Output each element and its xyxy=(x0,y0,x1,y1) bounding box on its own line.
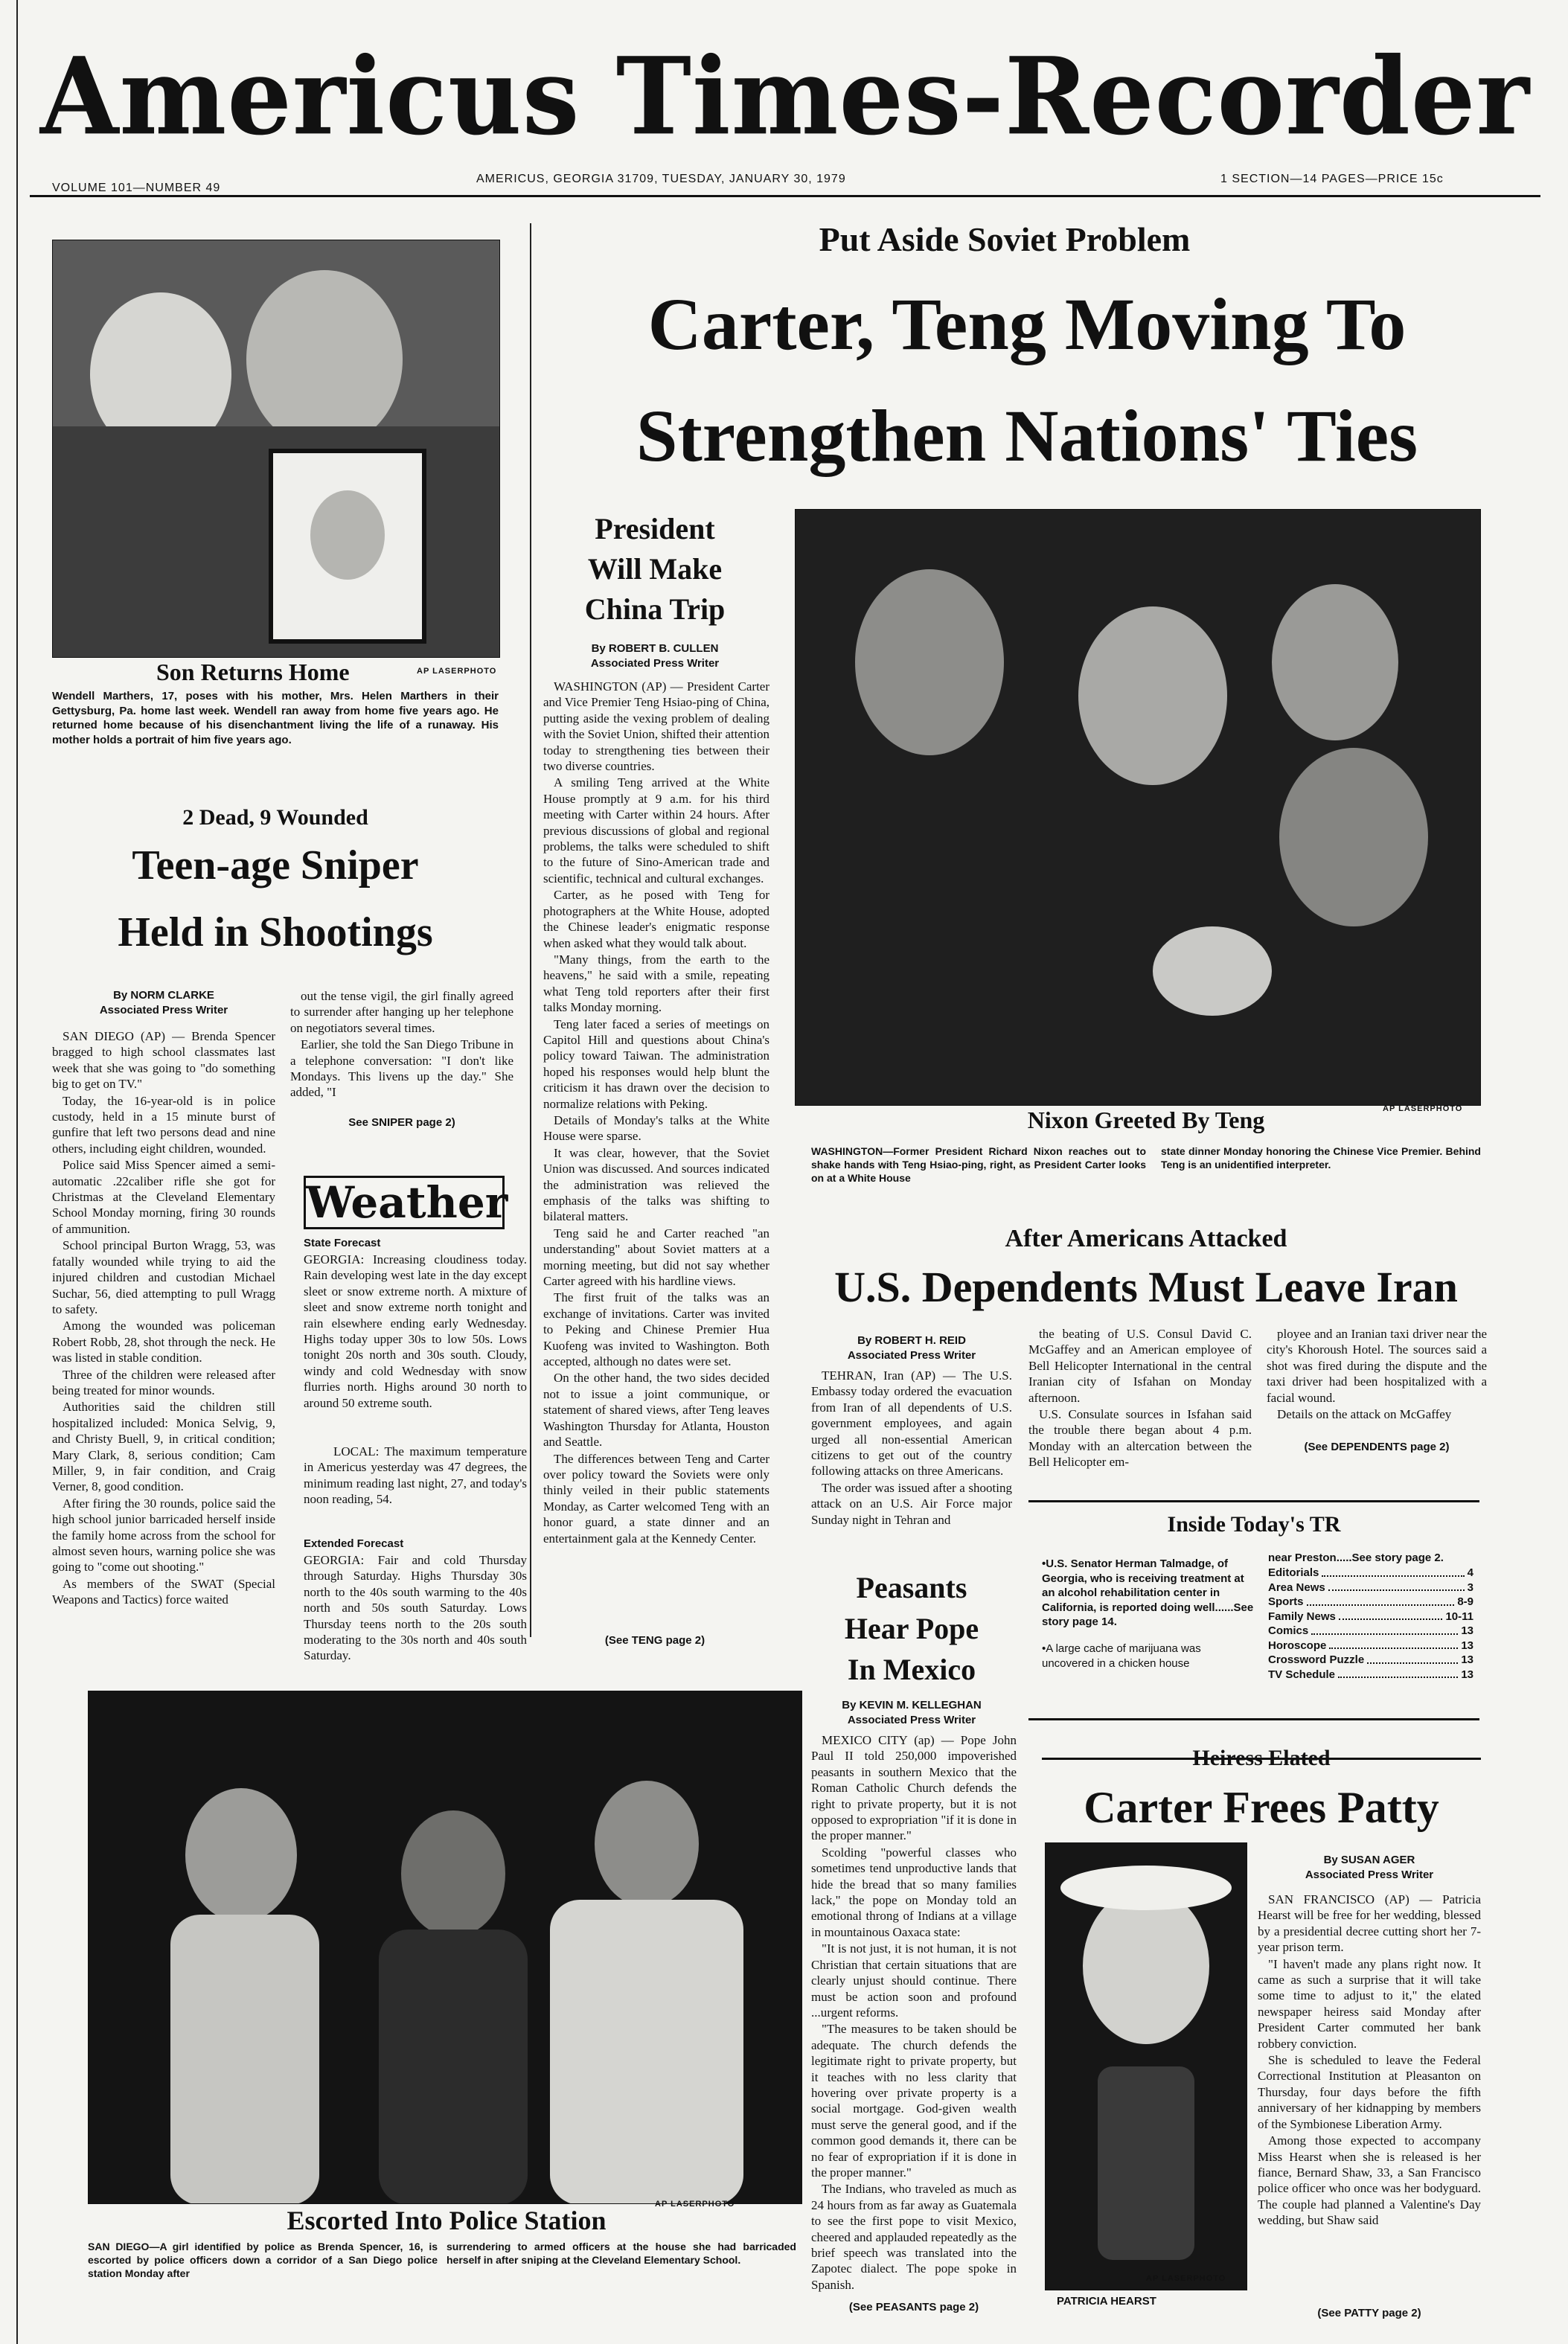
lead-para: WASHINGTON (AP) — President Carter and Vice Premier Teng Hsiao-ping of China, putting aside the vexing problem of dealing with the Soviet Union, shifted their attention today to strengthening ties between their two diverse countries. xyxy=(543,679,769,774)
lead-byline-title: Associated Press Writer xyxy=(590,656,720,670)
lead-byline xyxy=(543,641,767,670)
index-row-label: Area News xyxy=(1268,1581,1325,1594)
lead-para: Teng said he and Carter reached "an understanding" about Soviet matters at a morning meeting, but did not say whether Carter agreed with his hardline views. xyxy=(543,1226,769,1289)
iran-para: U.S. Consulate sources in Isfahan said the trouble there began about 4 p.m. Monday with an altercation between the Bell Helicopter em- xyxy=(1028,1407,1252,1470)
index-row[interactable] xyxy=(1268,1639,1473,1653)
index-row-page: 13 xyxy=(1461,1653,1473,1666)
sniper-para: After firing the 30 rounds, police said the high school junior barricaded herself inside the family home across from the school for almost seven hours, warning police she was going to "come out shooting." xyxy=(52,1496,275,1575)
iran-byline-title: Associated Press Writer xyxy=(847,1348,976,1362)
pope-body xyxy=(811,1732,1017,2293)
index-row-page: 13 xyxy=(1461,1624,1473,1637)
patty-para: SAN FRANCISCO (AP) — Patricia Hearst will be free for her wedding, blessed by a presidential decree cutting short her 7-year prison term. xyxy=(1258,1892,1481,1955)
iran-para: the beating of U.S. Consul David C. McGaffey and an American employee of Bell Helicopter International in the central Iranian city of Isfahan on Monday afternoon. xyxy=(1028,1327,1252,1405)
patty-photo xyxy=(1045,1842,1247,2290)
son-returns-headline: Son Returns Home xyxy=(156,659,350,685)
lead-headline-2: Strengthen Nations' Ties xyxy=(636,394,1418,477)
lead-para: The first fruit of the talks was an exchange of invitations. Carter was invited to Peking and Chinese Premier Hua Kuofeng was invited to Washington. Both accepted, although no dates were set. xyxy=(543,1290,769,1369)
index-row-page: 13 xyxy=(1461,1639,1473,1652)
pope-byline xyxy=(811,1698,1012,1727)
index-row-page: 3 xyxy=(1467,1581,1473,1594)
sniper-para: Among the wounded was policeman Robert Robb, 28, shot through the neck. He was listed in stable condition. xyxy=(52,1319,275,1365)
weather-state-label: State Forecast xyxy=(304,1237,381,1249)
lead-para: A smiling Teng arrived at the White House promptly at 9 a.m. for his third meeting with Carter within 24 hours. After previous discussions of global and regional problems, the talks were scheduled to shift to the future of Sino-American trade and scientific, technical and cultural exchanges. xyxy=(543,775,769,886)
section-price: 1 SECTION—14 PAGES—PRICE 15c xyxy=(1220,173,1444,185)
index-row-label: Sports xyxy=(1268,1595,1304,1608)
sniper-para: As members of the SWAT (Special Weapons and Tactics) force waited xyxy=(52,1576,275,1607)
iran-column-2 xyxy=(1028,1326,1252,1471)
pope-jump-link[interactable]: (See PEASANTS page 2) xyxy=(848,2301,979,2313)
index-teaser-2[interactable]: •A large cache of marijuana was uncovered in a chicken house xyxy=(1042,1642,1201,1670)
police-credit: AP LASERPHOTO xyxy=(655,2200,735,2209)
lead-deck-line-2: Will Make xyxy=(587,552,723,586)
index-row-label: Horoscope xyxy=(1268,1639,1327,1652)
sniper-para: Authorities said the children still hospitalized included: Monica Selvig, 9, and Christy Buell, 9, in critical condition; Mary Clark, 8, serious condition; Cam Miller, 9, in fair condition, and Craig Verner, 8, good condition. xyxy=(52,1400,275,1494)
lead-kicker: Put Aside Soviet Problem xyxy=(819,220,1191,258)
sniper-para: SAN DIEGO (AP) — Brenda Spencer bragged to high school classmates last week that she was going to "do something big to get on TV." xyxy=(52,1029,275,1092)
iran-column-1 xyxy=(811,1368,1012,1528)
sniper-column-1 xyxy=(52,1028,275,1609)
iran-para: The order was issued after a shooting attack on an U.S. Air Force major Sunday night in Tehran and xyxy=(811,1480,1012,1527)
pope-para: "The measures to be taken should be adequate. The church defends the legitimate right to private property, but it teaches with no less clarity that hovering over private property is a social mortgage. God-given wealth must serve the general good, and if the common good demands it, there can be no fear of expropriation if it is done in the proper manner." xyxy=(811,2022,1017,2180)
weather-state-text: GEORGIA: Increasing cloudiness today. Rain developing west late in the day except sleet or snow extreme north. A mixture of sleet and snow extreme north tonight and rain elsewhere ending early Wednesday. Highs today upper 30s to low 50s. Lows tonight 20s north and 30s south. Cloudy, windy and cold Wednesday with snow flurries north. Highs around 30 north to around 50 extreme south. xyxy=(304,1252,527,1410)
police-caption-2: surrendering to armed officers at the house she had barricaded herself in after sniping at the Cleveland Elementary School. xyxy=(447,2241,796,2267)
pope-headline-line-3: In Mexico xyxy=(847,1653,976,1687)
nixon-headline: Nixon Greeted By Teng xyxy=(1027,1107,1265,1133)
sniper-para: Three of the children were released after being treated for minor wounds. xyxy=(52,1367,275,1397)
lead-jump-link[interactable]: (See TENG page 2) xyxy=(604,1634,705,1647)
nixon-credit: AP LASERPHOTO xyxy=(1383,1104,1463,1113)
lead-para: Details of Monday's talks at the White House were sparse. xyxy=(543,1112,769,1144)
sniper-byline-name: By NORM CLARKE xyxy=(113,989,214,1002)
masthead-rule xyxy=(30,195,1540,197)
sniper-para: Earlier, she told the San Diego Tribune in a telephone conversation: "I don't like Mondays. This livens up the day." She added, "I xyxy=(290,1037,513,1100)
index-teaser-1[interactable]: •U.S. Senator Herman Talmadge, of Georgia, who is receiving treatment at an alcohol rehabilitation center in California, is reported doing well......See story page 14. xyxy=(1042,1557,1254,1628)
index-row[interactable] xyxy=(1268,1581,1473,1595)
police-station-photo xyxy=(88,1691,802,2204)
pope-headline xyxy=(811,1567,1012,1691)
index-row-page: 8-9 xyxy=(1457,1595,1473,1608)
index-row[interactable] xyxy=(1268,1624,1473,1639)
sniper-jump-link[interactable]: See SNIPER page 2) xyxy=(348,1116,455,1129)
patty-byline xyxy=(1258,1853,1481,1882)
weather-local-text: LOCAL: The maximum temperature in Americus yesterday was 47 degrees, the minimum reading last night, 27, and today's noon reading, 54. xyxy=(304,1444,527,1507)
patty-headline: Carter Frees Patty xyxy=(1084,1783,1439,1832)
iran-kicker: After Americans Attacked xyxy=(1005,1225,1287,1252)
sniper-byline xyxy=(52,988,275,1017)
index-row-label: Comics xyxy=(1268,1624,1309,1637)
son-returns-caption: Wendell Marthers, 17, poses with his mother, Mrs. Helen Marthers in their Gettysburg, Pa. home last week. Wendell ran away from home five years ago. He returned home because of his disenchantment living the life of a runaway. His mother holds a portrait of him five years ago. xyxy=(52,690,499,746)
lead-body xyxy=(543,679,769,1547)
weather-box: Weather xyxy=(304,1176,505,1229)
sniper-para: out the tense vigil, the girl finally agreed to surrender after hanging up her telephone on negotiators several times. xyxy=(290,989,513,1035)
lead-para: "Many things, from the earth to the heavens," he said with a smile, repeating what Teng told reporters after their first talks Monday morning. xyxy=(543,952,769,1015)
index-row[interactable] xyxy=(1268,1653,1473,1668)
patty-body xyxy=(1258,1892,1481,2229)
lead-para: Teng later faced a series of meetings on Capitol Hill and questions about China's policy toward Taiwan. The administration hoped his responses would help blunt the criticism it has drawn over the decision to normalize relations with Peking. xyxy=(543,1016,769,1111)
patty-para: "I haven't made any plans right now. It came as such a surprise that it will take some time to adjust to it," the elated newspaper heiress said Monday after President Carter commuted her bank robbery conviction. xyxy=(1258,1956,1481,2051)
dateline: AMERICUS, GEORGIA 31709, TUESDAY, JANUARY 30, 1979 xyxy=(476,173,846,185)
nixon-teng-photo xyxy=(795,509,1481,1106)
pope-para: Scolding "powerful classes who sometimes tend unproductive lands that hide the bread that so many families lack," the pope on Monday told an emotional throng of Indians at a village in mountainous Oaxaca state: xyxy=(811,1845,1017,1939)
patty-photo-credit: AP LASERPHOTO xyxy=(1146,2274,1226,2283)
index-row[interactable] xyxy=(1268,1595,1473,1610)
pope-para: The Indians, who traveled as much as 24 hours from as far away as Guatemala to see the first pope to visit Mexico, cheered and applauded repeatedly as the brief speech was translated into the Zapotec dialect. The pope spoke in Spanish. xyxy=(811,2182,1017,2292)
pope-byline-title: Associated Press Writer xyxy=(847,1713,976,1726)
iran-byline-name: By ROBERT H. REID xyxy=(857,1334,966,1347)
patty-photo-name: PATRICIA HEARST xyxy=(1057,2295,1156,2308)
index-row-label: TV Schedule xyxy=(1268,1668,1336,1681)
patty-para: She is scheduled to leave the Federal Correctional Institution at Pleasanton on Thursday, four days before the fifth anniversary of her kidnapping by members of the Symbionese Liberation Army. xyxy=(1258,2053,1481,2131)
column-rule xyxy=(530,223,531,1637)
index-row-label: Crossword Puzzle xyxy=(1268,1653,1365,1666)
pope-para: MEXICO CITY (ap) — Pope John Paul II told 250,000 impoverished peasants in southern Mexico that the Roman Catholic Church defends the right to private property, but it is not opposed to expropriation "if it is done in the proper manner." xyxy=(811,1733,1017,1843)
sniper-byline-title: Associated Press Writer xyxy=(99,1003,228,1016)
sniper-para: School principal Burton Wragg, 53, was fatally wounded while trying to aid the injured children and custodian Michael Suchar, 56, died attempting to pull Wragg to safety. xyxy=(52,1238,275,1316)
lead-deck xyxy=(543,509,767,630)
iran-headline: U.S. Dependents Must Leave Iran xyxy=(834,1263,1458,1311)
lead-deck-line-3: China Trip xyxy=(584,592,726,626)
lead-para: On the other hand, the two sides decided not to issue a joint communique, or statement of shared views, after Teng leaves Washington Thursday for Atlanta, Houston and Seattle. xyxy=(543,1371,769,1450)
pope-byline-name: By KEVIN M. KELLEGHAN xyxy=(842,1699,982,1711)
index-row[interactable] xyxy=(1268,1566,1473,1581)
patty-byline-name: By SUSAN AGER xyxy=(1323,1854,1415,1866)
index-row-label: Family News xyxy=(1268,1610,1336,1623)
iran-column-3 xyxy=(1267,1326,1487,1423)
son-returns-credit: AP LASERPHOTO xyxy=(417,667,497,676)
sniper-para: Police said Miss Spencer aimed a semi-automatic .22caliber rifle she got for Christmas at the Cleveland Elementary School Monday morning, firing 30 rounds of ammunition. xyxy=(52,1158,275,1236)
weather-extended-text: GEORGIA: Fair and cold Thursday through Saturday. Highs Thursday 30s north to the 40s south warming to the 40s north and 50s south Saturday. Lows Thursday teens north to the 20s south moderating to the 30s north and 40s south Saturday. xyxy=(304,1553,527,1663)
index-row-page: 10-11 xyxy=(1445,1610,1473,1623)
index-row-page: 4 xyxy=(1467,1566,1473,1579)
lead-deck-line-1: President xyxy=(595,512,715,545)
iran-byline xyxy=(811,1333,1012,1362)
volume-number: VOLUME 101—NUMBER 49 xyxy=(52,182,221,194)
lead-headline-1: Carter, Teng Moving To xyxy=(647,283,1407,365)
index-row-page: 13 xyxy=(1461,1668,1473,1681)
masthead-title: Americus Times-Recorder xyxy=(39,34,1531,160)
sniper-column-2 xyxy=(290,988,513,1101)
iran-para: Details on the attack on McGaffey xyxy=(1277,1407,1452,1422)
iran-para: TEHRAN, Iran (AP) — The U.S. Embassy today ordered the evacuation from Iran of all dependents of U.S. government employees, and again urged all non-essential American citizens to get out of the country following attacks on three Americans. xyxy=(811,1368,1012,1479)
sniper-kicker: 2 Dead, 9 Wounded xyxy=(182,805,368,830)
sniper-headline-1: Teen-age Sniper xyxy=(132,842,419,888)
index-row[interactable] xyxy=(1268,1610,1473,1624)
weather-extended-label: Extended Forecast xyxy=(304,1537,404,1550)
sniper-headline-2: Held in Shootings xyxy=(118,909,433,955)
pope-headline-line-2: Hear Pope xyxy=(844,1612,979,1646)
index-row-label: Editorials xyxy=(1268,1566,1319,1579)
iran-para: ployee and an Iranian taxi driver near the city's Khoroush Hotel. The sources said a shot was fired during the dispute and the taxi driver had been hospitalized with a facial wound. xyxy=(1267,1327,1487,1405)
portrait-frame xyxy=(269,449,426,644)
lead-para: Carter, as he posed with Teng for photographers at the White House, adopted the Chinese leader's enigmatic response when asked what they would talk about. xyxy=(543,888,769,950)
lead-para: The differences between Teng and Carter over policy toward the Soviets were only thinly veiled in their public statements Monday, as Carter welcomed Teng with an honor guard, a state dinner and an entertainment gala at the Kennedy Center. xyxy=(543,1451,769,1546)
left-border-rule xyxy=(16,0,18,2344)
patty-jump-link[interactable]: (See PATTY page 2) xyxy=(1317,2307,1421,2319)
nixon-caption-2: state dinner Monday honoring the Chinese Vice Premier. Behind Teng is an unidentified interpreter. xyxy=(1161,1145,1481,1171)
iran-jump-link[interactable]: (See DEPENDENTS page 2) xyxy=(1304,1441,1450,1453)
index-teaser-3[interactable]: near Preston.....See story page 2. xyxy=(1268,1552,1444,1564)
sniper-para: Today, the 16-year-old is in police custody, held in a 15 minute burst of gunfire that left two persons dead and nine others, including eight children, wounded. xyxy=(52,1093,275,1156)
lead-byline-name: By ROBERT B. CULLEN xyxy=(591,642,719,655)
patty-kicker: Heiress Elated xyxy=(1192,1746,1331,1770)
pope-para: "It is not just, it is not human, it is not Christian that certain situations that are clearly unjust should continue. There must be action soon and profound ...urgent reforms. xyxy=(811,1941,1017,2020)
patty-byline-title: Associated Press Writer xyxy=(1305,1868,1434,1881)
pope-headline-line-1: Peasants xyxy=(856,1571,967,1604)
index-list xyxy=(1268,1566,1473,1682)
patty-para: Among those expected to accompany Miss Hearst when she is released is her fiance, Bernard Shaw, 33, a San Francisco police officer who once was her bodyguard. The couple had planned a Valentine's Day wedding, but Shaw said xyxy=(1258,2133,1481,2228)
police-caption-1: SAN DIEGO—A girl identified by police as Brenda Spencer, 16, is escorted by police officers down a corridor of a San Diego police station Monday after xyxy=(88,2241,438,2280)
index-title: Inside Today's TR xyxy=(1167,1512,1341,1537)
index-row[interactable] xyxy=(1268,1668,1473,1682)
police-headline: Escorted Into Police Station xyxy=(287,2206,607,2235)
nixon-caption-1: WASHINGTON—Former President Richard Nixon reaches out to shake hands with Teng Hsiao-ping, right, as President Carter looks on at a White House xyxy=(811,1145,1146,1185)
son-returns-photo xyxy=(52,240,500,658)
lead-para: It was clear, however, that the Soviet Union was discussed. And sources indicated the administration was relieved the emphasis of the talks was shifting to bilateral matters. xyxy=(543,1145,769,1224)
